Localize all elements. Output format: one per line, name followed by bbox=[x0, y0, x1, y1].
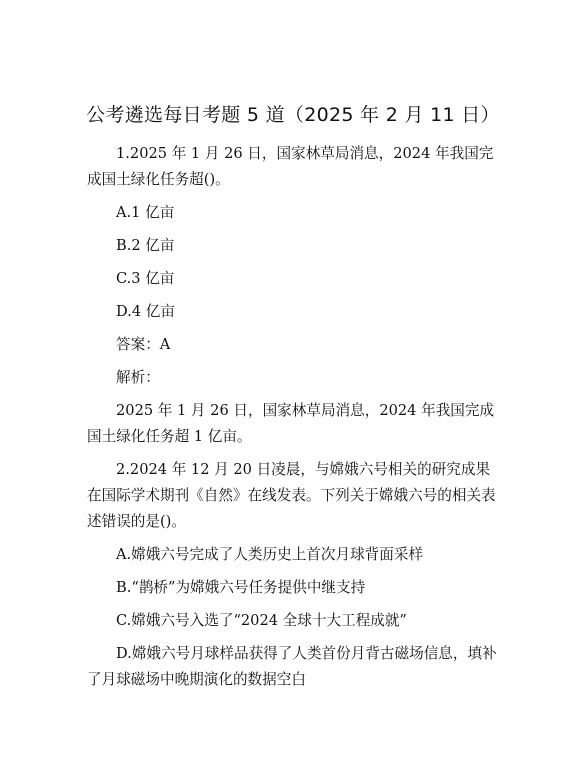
question-1-analysis: 2025 年 1 月 26 日，国家林草局消息，2024 年我国完成国土绿化任务超 1 亿亩。 bbox=[87, 402, 495, 445]
question-2-option-d: D.嫦娥六号月球样品获得了人类首份月背古磁场信息，填补了月球磁场中晚期演化的数据空白 bbox=[87, 645, 497, 688]
document-title: 公考遴选每日考题 5 道（2025 年 2 月 11 日） bbox=[86, 104, 500, 126]
document-body bbox=[87, 141, 499, 700]
question-1-option-c: C.3 亿亩 bbox=[116, 270, 175, 287]
question-1-answer: 答案：A bbox=[116, 336, 171, 353]
question-2-option-c: C.嫦娥六号入选了“2024 全球十大工程成就” bbox=[116, 612, 407, 629]
question-1-option-b: B.2 亿亩 bbox=[116, 237, 175, 254]
question-2-option-b: B.“鹊桥”为嫦娥六号任务提供中继支持 bbox=[116, 579, 366, 596]
question-2-stem: 2.2024 年 12 月 20 日凌晨，与嫦娥六号相关的研究成果在国际学术期刊《自然》在线发表。下列关于嫦娥六号的相关表述错误的是()。 bbox=[87, 461, 496, 530]
question-1-option-d: D.4 亿亩 bbox=[116, 303, 175, 320]
question-1-analysis-label: 解析： bbox=[116, 369, 160, 386]
question-1-stem: 1.2025 年 1 月 26 日，国家林草局消息，2024 年我国完成国土绿化任务超()。 bbox=[87, 145, 494, 188]
question-2-option-a: A.嫦娥六号完成了人类历史上首次月球背面采样 bbox=[116, 546, 424, 563]
question-1-option-a: A.1 亿亩 bbox=[116, 204, 175, 221]
